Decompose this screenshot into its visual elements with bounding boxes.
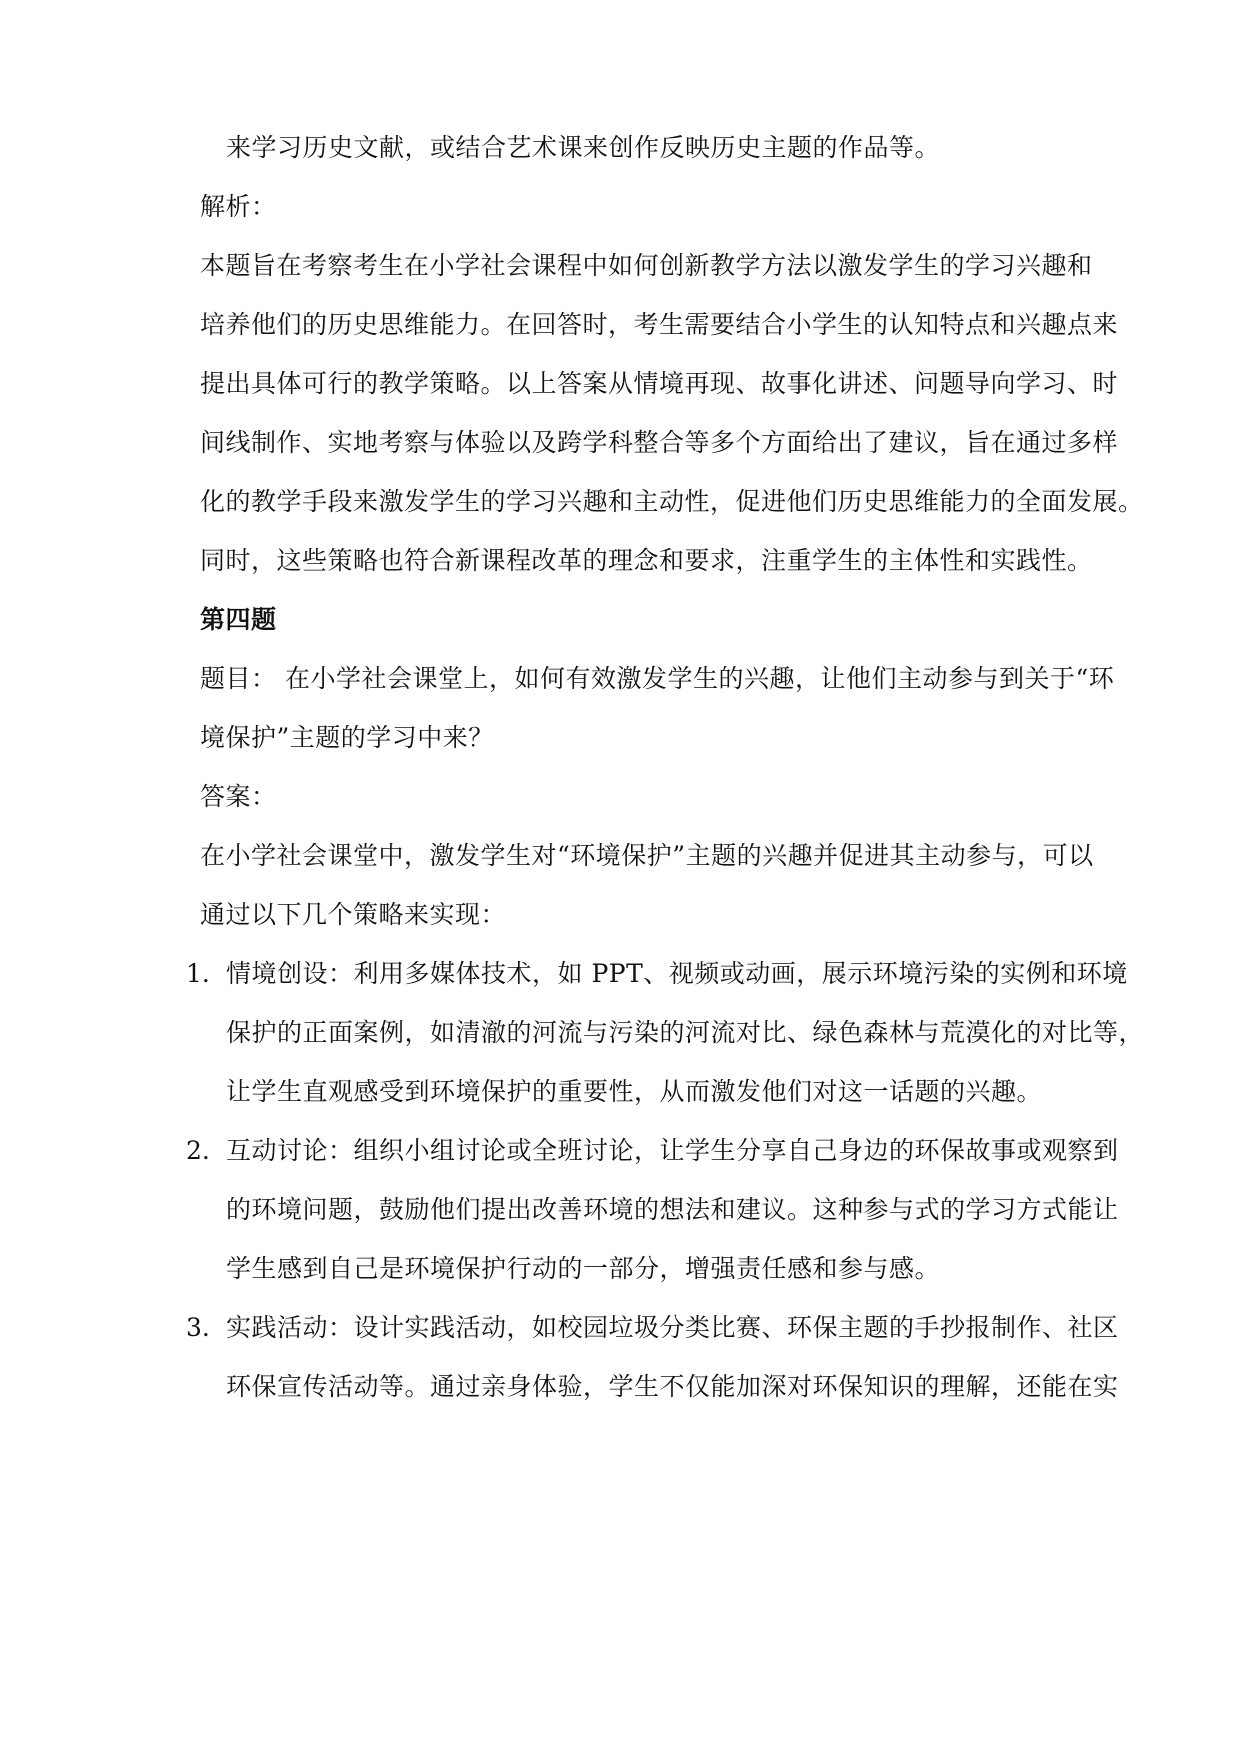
- analysis-label: 解析：: [200, 192, 277, 221]
- question-prompt-line: 境保护”主题的学习中来？: [200, 723, 494, 752]
- continuation-line: 来学习历史文献，或结合艺术课来创作反映历史主题的作品等。: [226, 133, 941, 162]
- analysis-line: 同时，这些策略也符合新课程改革的理念和要求，注重学生的主体性和实践性。: [200, 546, 1093, 575]
- list-item-number: 2.: [186, 1136, 210, 1165]
- answer-intro-line: 通过以下几个策略来实现：: [200, 900, 507, 929]
- list-item-line: 情境创设：利用多媒体技术，如 PPT、视频或动画，展示环境污染的实例和环境: [226, 959, 1128, 988]
- answer-label: 答案：: [200, 782, 277, 811]
- list-item-line: 实践活动：设计实践活动，如校园垃圾分类比赛、环保主题的手抄报制作、社区: [226, 1313, 1119, 1342]
- analysis-line: 培养他们的历史思维能力。在回答时，考生需要结合小学生的认知特点和兴趣点来: [200, 310, 1119, 339]
- analysis-line: 间线制作、实地考察与体验以及跨学科整合等多个方面给出了建议，旨在通过多样: [200, 428, 1119, 457]
- list-item-number: 1.: [186, 959, 210, 988]
- list-item-line: 互动讨论：组织小组讨论或全班讨论，让学生分享自己身边的环保故事或观察到: [226, 1136, 1119, 1165]
- section-heading: 第四题: [200, 605, 277, 634]
- list-item-line: 环保宣传活动等。通过亲身体验，学生不仅能加深对环保知识的理解，还能在实: [226, 1372, 1119, 1401]
- list-item-line: 保护的正面案例，如清澈的河流与污染的河流对比、绿色森林与荒漠化的对比等，: [226, 1018, 1145, 1047]
- question-prompt-line: 题目： 在小学社会课堂上，如何有效激发学生的兴趣，让他们主动参与到关于“环: [200, 664, 1115, 693]
- analysis-line: 化的教学手段来激发学生的学习兴趣和主动性，促进他们历史思维能力的全面发展。: [200, 487, 1144, 516]
- list-item-line: 的环境问题，鼓励他们提出改善环境的想法和建议。这种参与式的学习方式能让: [226, 1195, 1119, 1224]
- list-item-line: 学生感到自己是环境保护行动的一部分，增强责任感和参与感。: [226, 1254, 941, 1283]
- answer-intro-line: 在小学社会课堂中，激发学生对“环境保护”主题的兴趣并促进其主动参与，可以: [200, 841, 1094, 870]
- list-item-line: 让学生直观感受到环境保护的重要性，从而激发他们对这一话题的兴趣。: [226, 1077, 1043, 1106]
- analysis-line: 本题旨在考察考生在小学社会课程中如何创新教学方法以激发学生的学习兴趣和: [200, 251, 1093, 280]
- analysis-line: 提出具体可行的教学策略。以上答案从情境再现、故事化讲述、问题导向学习、时: [200, 369, 1119, 398]
- list-item-number: 3.: [186, 1313, 210, 1342]
